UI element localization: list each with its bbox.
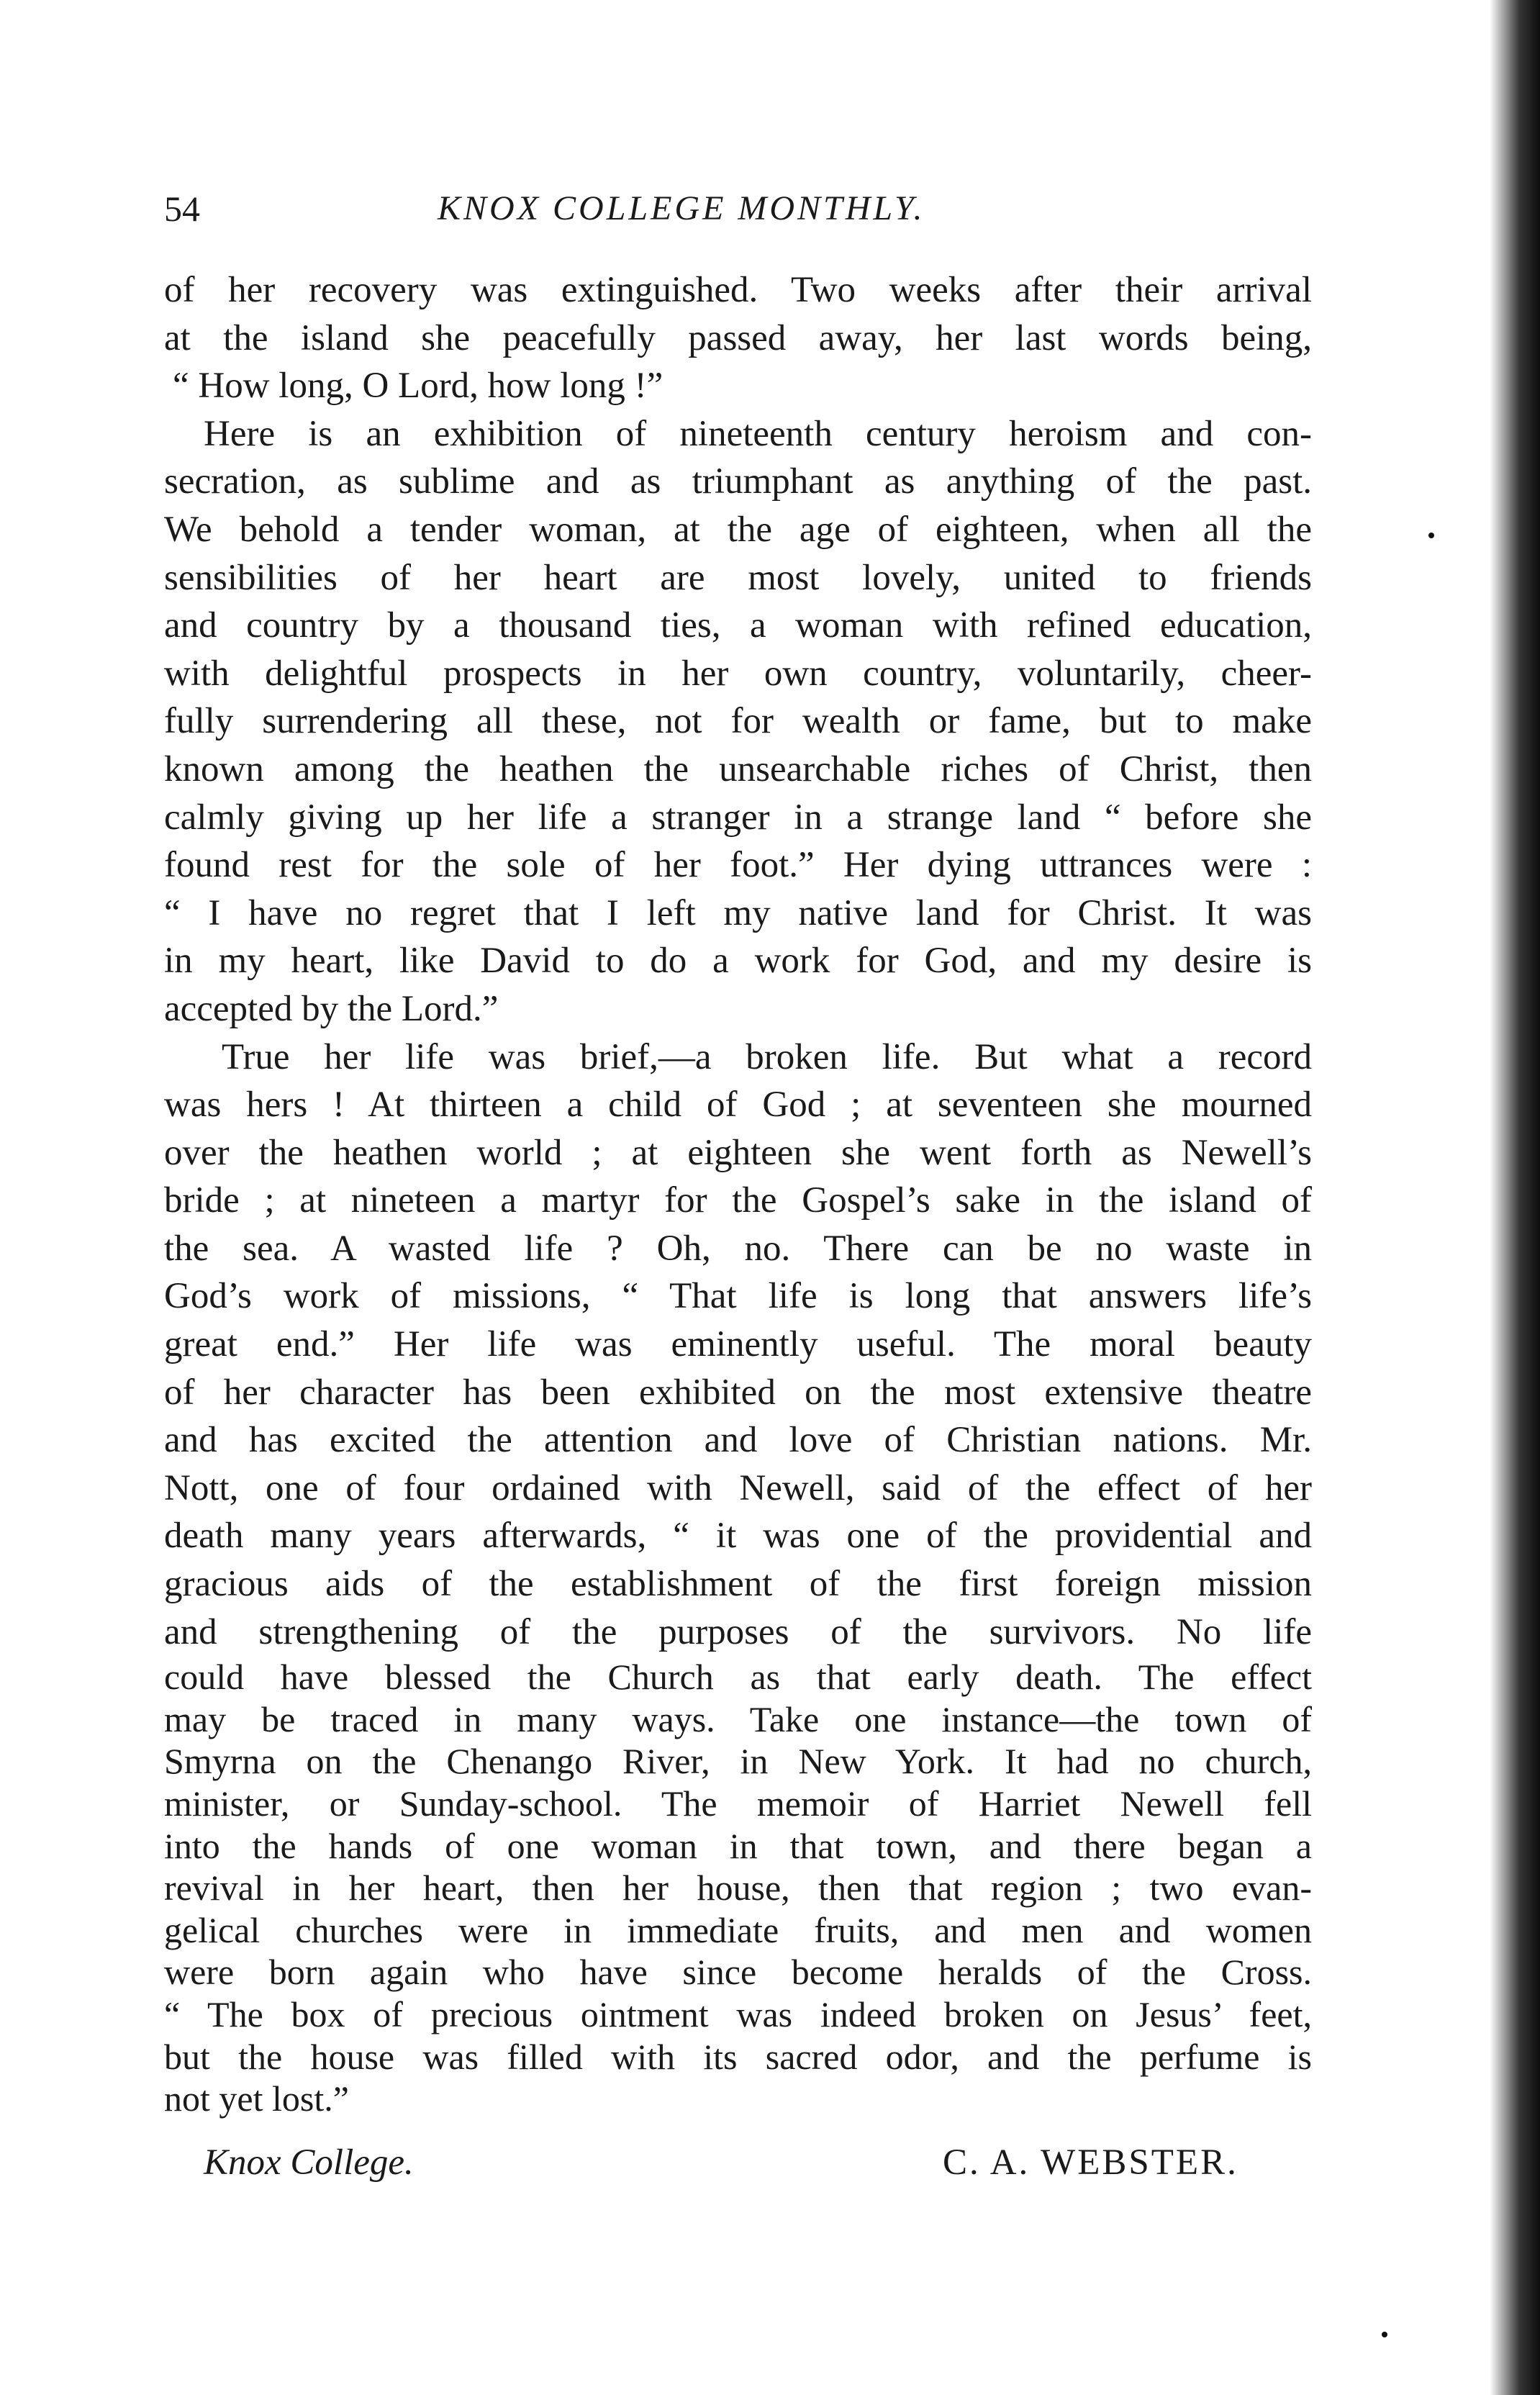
article-body bbox=[164, 266, 1312, 2120]
body-line: great end.” Her life was eminently useful. The moral beauty bbox=[164, 1324, 1312, 1365]
body-line: Nott, one of four ordained with Newell, said of the effect of her bbox=[164, 1467, 1312, 1508]
page-header bbox=[164, 184, 1308, 241]
body-line: could have blessed the Church as that early death. The effect bbox=[164, 1657, 1312, 1698]
running-title: KNOX COLLEGE MONTHLY. bbox=[438, 189, 925, 227]
body-line: not yet lost.” bbox=[164, 2078, 349, 2119]
body-line: of her character has been exhibited on the most extensive theatre bbox=[164, 1372, 1312, 1413]
body-line: Here is an exhibition of nineteenth century heroism and con- bbox=[204, 413, 1312, 454]
page-number: 54 bbox=[164, 189, 200, 229]
body-line: found rest for the sole of her foot.” Her dying uttrances were : bbox=[164, 845, 1312, 886]
body-line: but the house was filled with its sacred odor, and the perfume is bbox=[164, 2036, 1312, 2077]
body-line: bride ; at nineteen a martyr for the Gospel’s sake in the island of bbox=[164, 1180, 1312, 1221]
body-line: and has excited the attention and love of Christian nations. Mr. bbox=[164, 1420, 1312, 1461]
body-line: were born again who have since become heralds of the Cross. bbox=[164, 1952, 1312, 1993]
body-line: known among the heathen the unsearchable riches of Christ, then bbox=[164, 748, 1312, 789]
body-line: death many years afterwards, “ it was one of the providential and bbox=[164, 1516, 1312, 1557]
body-line: God’s work of missions, “ That life is long that answers life’s bbox=[164, 1276, 1312, 1317]
body-line: of her recovery was extinguished. Two weeks after their arrival bbox=[164, 270, 1312, 310]
body-line: minister, or Sunday-school. The memoir of Harriet Newell fell bbox=[164, 1783, 1312, 1824]
body-line: was hers ! At thirteen a child of God ; at seventeen she mourned bbox=[164, 1085, 1312, 1126]
body-line: True her life was brief,—a broken life. But what a record bbox=[222, 1036, 1312, 1077]
body-line: secration, as sublime and as triumphant as anything of the past. bbox=[164, 461, 1312, 502]
signature-place: Knox College. bbox=[204, 2142, 414, 2183]
body-line: calmly giving up her life a stranger in a strange land “ before she bbox=[164, 797, 1312, 838]
body-line: gracious aids of the establishment of the first foreign mission bbox=[164, 1564, 1312, 1605]
body-line: with delightful prospects in her own country, voluntarily, cheer- bbox=[164, 653, 1312, 694]
scan-speck bbox=[1382, 2332, 1387, 2337]
body-line: and strengthening of the purposes of the survivors. No life bbox=[164, 1611, 1312, 1652]
body-line: in my heart, like David to do a work for God, and my desire is bbox=[164, 941, 1312, 982]
signature-block bbox=[164, 2137, 1312, 2188]
body-line: Smyrna on the Chenango River, in New York. It had no church, bbox=[164, 1741, 1312, 1782]
body-line: accepted by the Lord.” bbox=[164, 988, 499, 1029]
body-line: gelical churches were in immediate fruits, and men and women bbox=[164, 1909, 1312, 1950]
scan-speck bbox=[1428, 533, 1434, 538]
body-line: and country by a thousand ties, a woman with refined education, bbox=[164, 605, 1312, 646]
body-line: into the hands of one woman in that town, and there began a bbox=[164, 1825, 1312, 1866]
body-line: We behold a tender woman, at the age of eighteen, when all the bbox=[164, 509, 1312, 550]
scan-edge-shadow bbox=[1490, 0, 1540, 2395]
body-line: fully surrendering all these, not for wealth or fame, but to make bbox=[164, 701, 1312, 742]
body-line: “ I have no regret that I left my native land for Christ. It was bbox=[164, 892, 1312, 933]
body-line: revival in her heart, then her house, then that region ; two evan- bbox=[164, 1867, 1312, 1909]
signature-author: C. A. WEBSTER. bbox=[943, 2142, 1238, 2183]
body-line: may be traced in many ways. Take one instance—the town of bbox=[164, 1698, 1312, 1739]
body-line: sensibilities of her heart are most lovely, united to friends bbox=[164, 557, 1312, 598]
body-line: “ The box of precious ointment was indeed broken on Jesus’ feet, bbox=[164, 1993, 1312, 2034]
body-line: “ How long, O Lord, how long !” bbox=[173, 366, 663, 407]
body-line: the sea. A wasted life ? Oh, no. There can be no waste in bbox=[164, 1228, 1312, 1269]
body-line: over the heathen world ; at eighteen she went forth as Newell’s bbox=[164, 1132, 1312, 1173]
body-line: at the island she peacefully passed away, her last words being, bbox=[164, 317, 1312, 358]
